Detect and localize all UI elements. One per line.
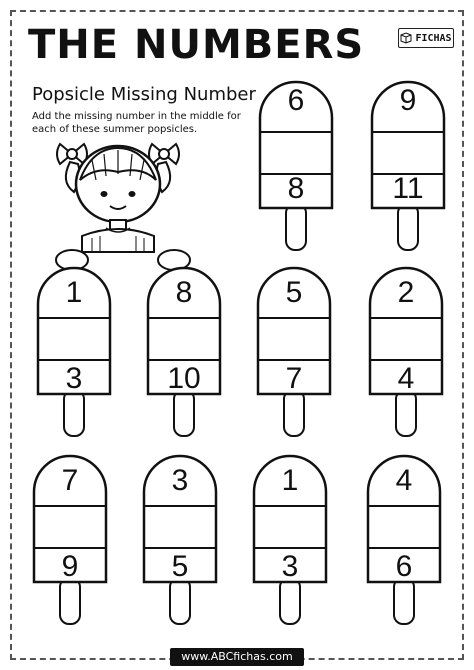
popsicle-top-number: 4 — [395, 464, 413, 497]
activity-instructions: Add the missing number in the middle for each of these summer popsicles. — [32, 111, 241, 135]
girl-illustration — [52, 132, 202, 272]
popsicle-card — [254, 264, 334, 440]
popsicle-card — [30, 452, 110, 628]
popsicle-card — [368, 78, 448, 254]
popsicle-card — [364, 452, 444, 628]
abc-cube-icon — [400, 32, 412, 44]
popsicle-top-number: 3 — [171, 464, 189, 497]
popsicle-card — [144, 264, 224, 440]
popsicle-card — [250, 452, 330, 628]
popsicle-top-number: 1 — [65, 276, 83, 309]
popsicle-bottom-number: 8 — [287, 172, 305, 205]
popsicle-bottom-number: 4 — [397, 362, 415, 395]
popsicle-card — [140, 452, 220, 628]
footer-url[interactable]: www.ABCfichas.com — [170, 648, 304, 666]
logo-text: FICHAS — [415, 32, 452, 44]
popsicle-top-number: 2 — [397, 276, 415, 309]
popsicle-top-number: 8 — [175, 276, 193, 309]
popsicle-top-number: 1 — [281, 464, 299, 497]
brand-logo — [398, 28, 454, 48]
popsicle-bottom-number: 3 — [65, 362, 83, 395]
popsicle-card — [366, 264, 446, 440]
popsicle-bottom-number: 6 — [395, 550, 413, 583]
popsicle-bottom-number: 7 — [285, 362, 303, 395]
popsicle-bottom-number: 9 — [61, 550, 79, 583]
popsicle-top-number: 7 — [61, 464, 79, 497]
popsicle-top-number: 5 — [285, 276, 303, 309]
popsicle-bottom-number: 3 — [281, 550, 299, 583]
popsicle-card — [256, 78, 336, 254]
popsicle-bottom-number: 5 — [171, 550, 189, 583]
activity-subtitle: Popsicle Missing Number — [32, 84, 256, 105]
popsicle-bottom-number: 10 — [167, 362, 201, 395]
page-title: THE NUMBERS — [28, 22, 365, 68]
popsicle-top-number: 6 — [287, 84, 305, 117]
popsicle-card — [34, 264, 114, 440]
popsicle-bottom-number: 11 — [392, 172, 424, 205]
popsicle-top-number: 9 — [399, 84, 417, 117]
